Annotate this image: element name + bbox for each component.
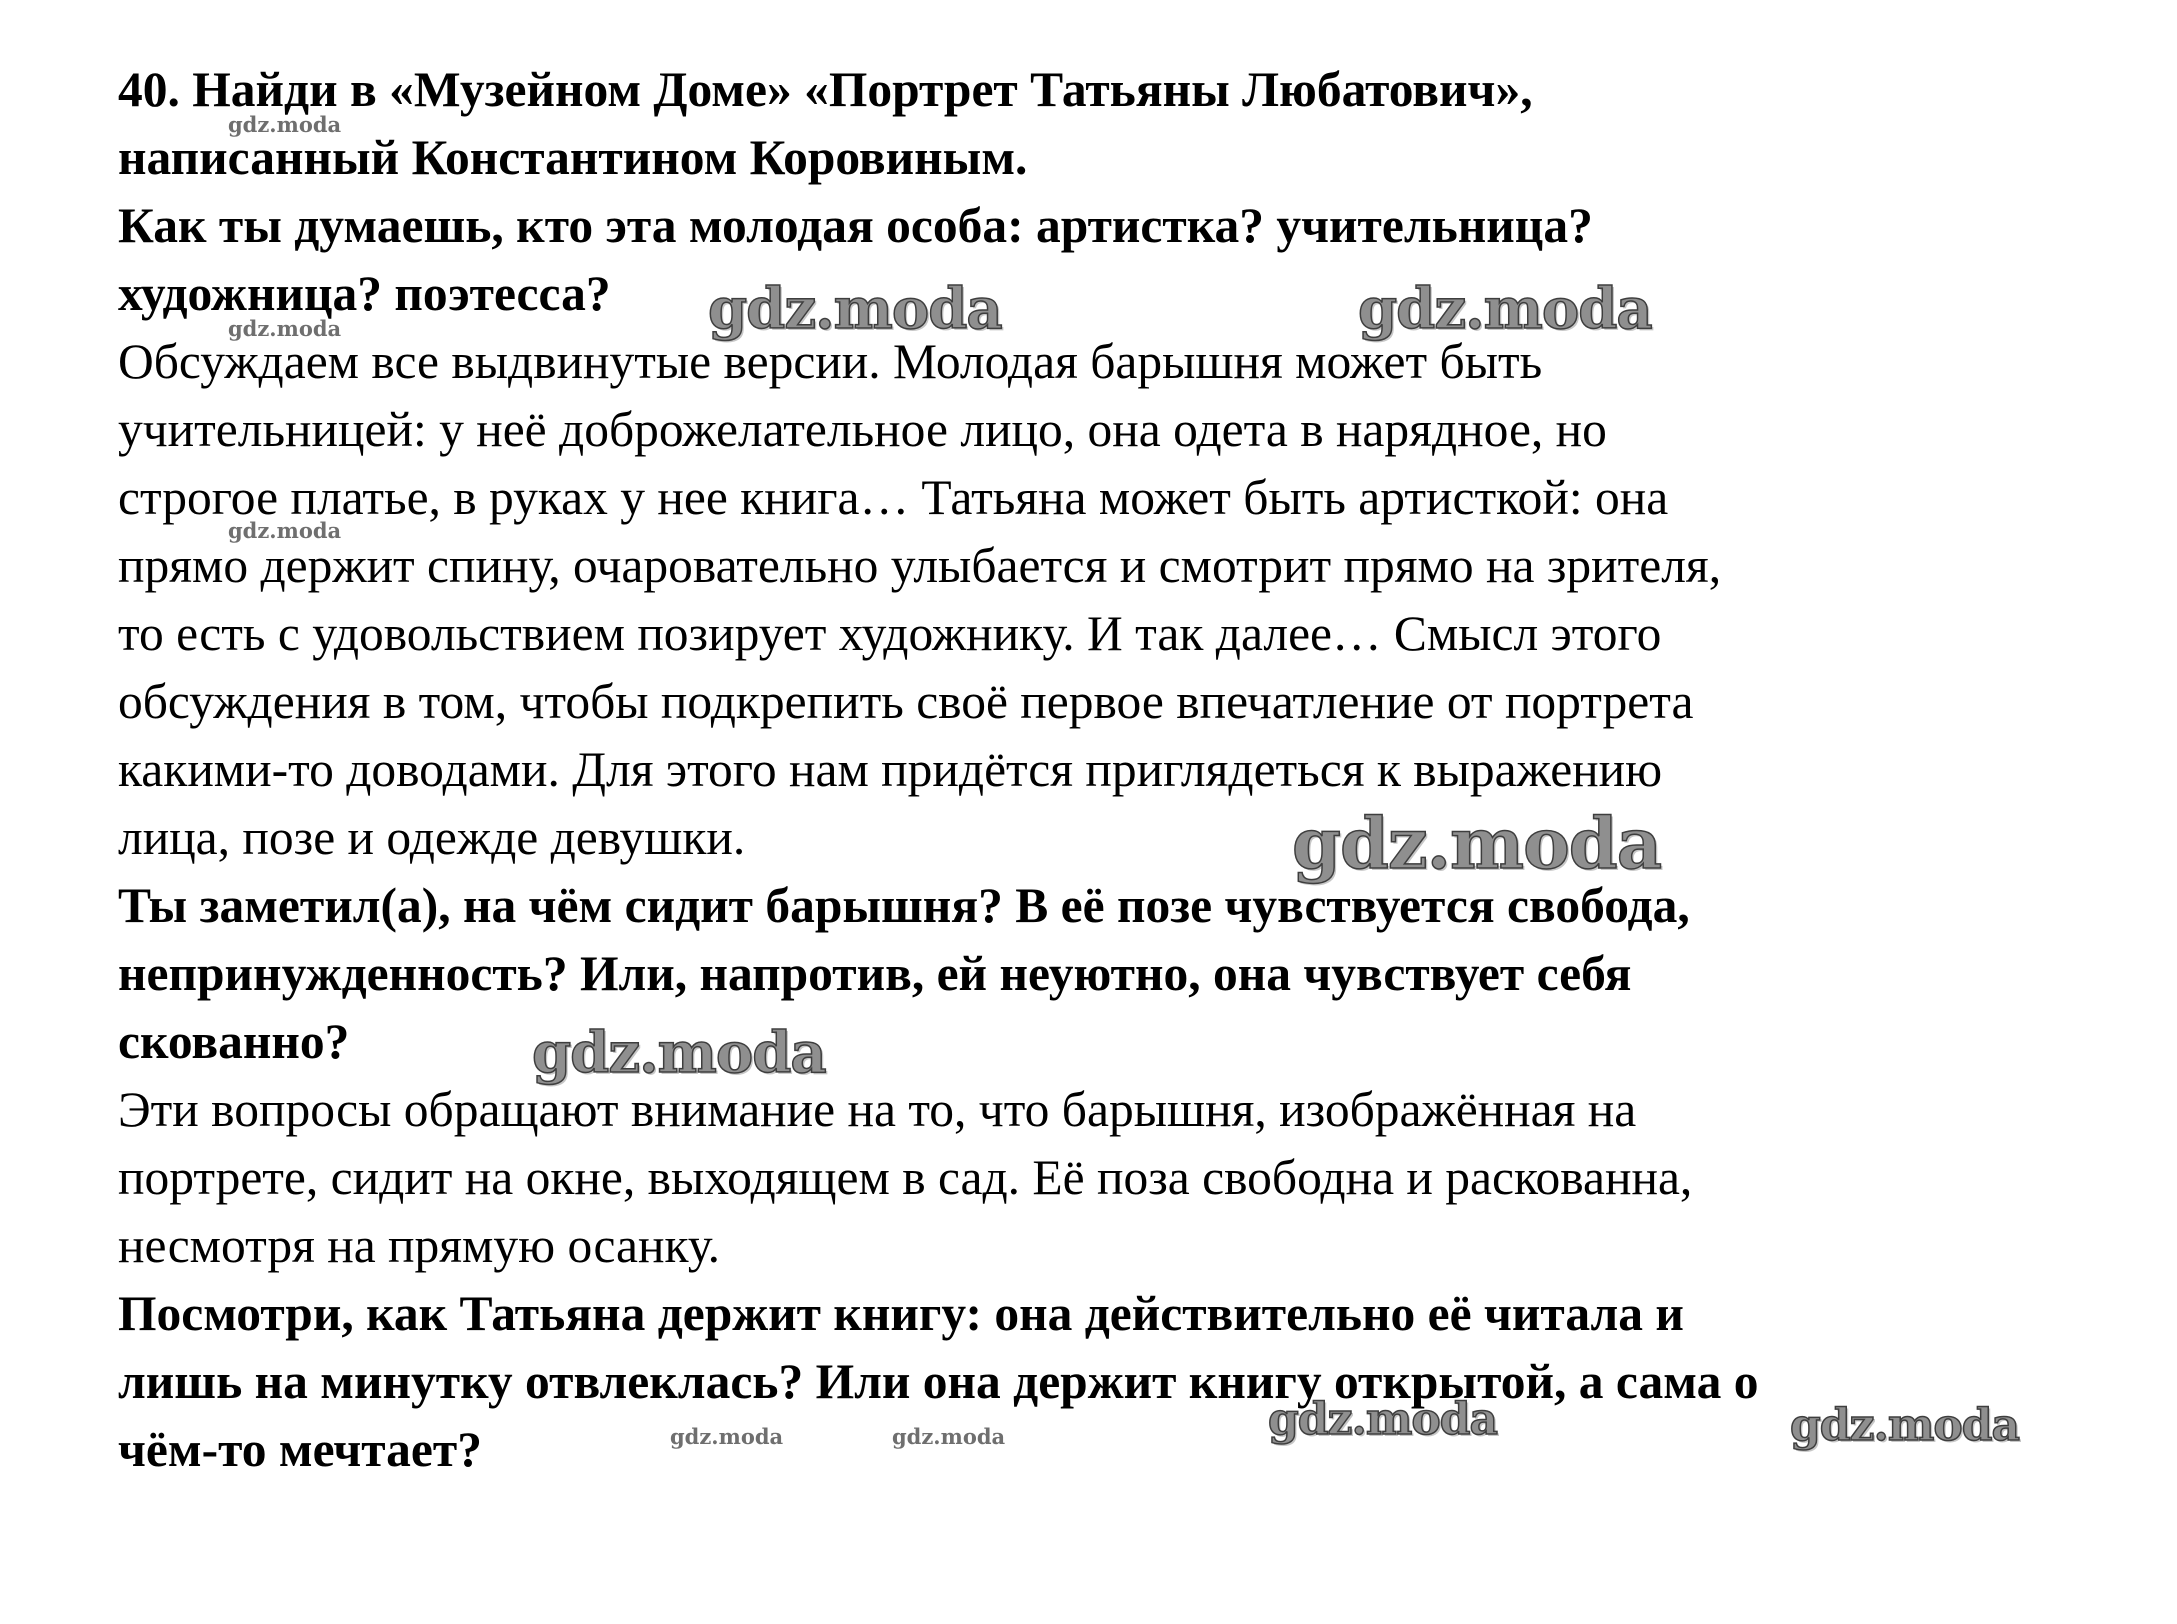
question-1-line-4: художница? поэтесса? [118, 266, 611, 321]
watermark: gdz.moda [228, 518, 342, 543]
question-3-line-2: лишь на минутку отвлеклась? Или она держит книгу открытой, а сама о [118, 1354, 1759, 1409]
answer-2-line-1: Эти вопросы обращают внимание на то, что барышня, изображённая на [118, 1082, 1637, 1137]
watermark: gdz.moda [228, 316, 342, 341]
watermark: gdz.moda [228, 112, 342, 137]
watermark: gdz.moda [1292, 802, 1662, 885]
answer-1-line-7: какими-то доводами. Для этого нам придётся приглядеться к выражению [118, 742, 1663, 797]
answer-1-line-6: обсуждения в том, чтобы подкрепить своё первое впечатление от портрета [118, 674, 1694, 729]
answer-2-line-2: портрете, сидит на окне, выходящем в сад. Её поза свободна и раскованна, [118, 1150, 1693, 1205]
question-3-line-3: чём-то мечтает? [118, 1422, 482, 1477]
answer-1-line-2: учительницей: у неё доброжелательное лицо, она одета в нарядное, но [118, 402, 1607, 457]
watermark: gdz.moda [708, 276, 1002, 342]
answer-1-line-3: строгое платье, в руках у нее книга… Татьяна может быть артисткой: она [118, 470, 1669, 525]
question-1-line-3: Как ты думаешь, кто эта молодая особа: артистка? учительница? [118, 198, 1593, 253]
question-2-line-2: непринужденность? Или, напротив, ей неуютно, она чувствует себя [118, 946, 1632, 1001]
answer-1-line-8: лица, позе и одежде девушки. [118, 810, 746, 865]
question-3-line-1: Посмотри, как Татьяна держит книгу: она действительно её читала и [118, 1286, 1684, 1341]
watermark: gdz.moda [532, 1020, 826, 1086]
answer-1-line-1: Обсуждаем все выдвинутые версии. Молодая барышня может быть [118, 334, 1543, 389]
watermark: gdz.moda [892, 1424, 1006, 1449]
watermark: gdz.moda [1790, 1400, 2020, 1451]
watermark: gdz.moda [670, 1424, 784, 1449]
question-1-line-2: написанный Константином Коровиным. [118, 130, 1028, 185]
question-2-line-3: скованно? [118, 1014, 350, 1069]
answer-1-line-4: прямо держит спину, очаровательно улыбается и смотрит прямо на зрителя, [118, 538, 1722, 593]
question-1-line-1: 40. Найди в «Музейном Доме» «Портрет Татьяны Любатович», [118, 62, 1533, 117]
watermark: gdz.moda [1358, 276, 1652, 342]
answer-2-line-3: несмотря на прямую осанку. [118, 1218, 721, 1273]
answer-1-line-5: то есть с удовольствием позирует художнику. И так далее… Смысл этого [118, 606, 1662, 661]
question-2-line-1: Ты заметил(а), на чём сидит барышня? В её позе чувствуется свобода, [118, 878, 1690, 933]
watermark: gdz.moda [1268, 1394, 1498, 1445]
